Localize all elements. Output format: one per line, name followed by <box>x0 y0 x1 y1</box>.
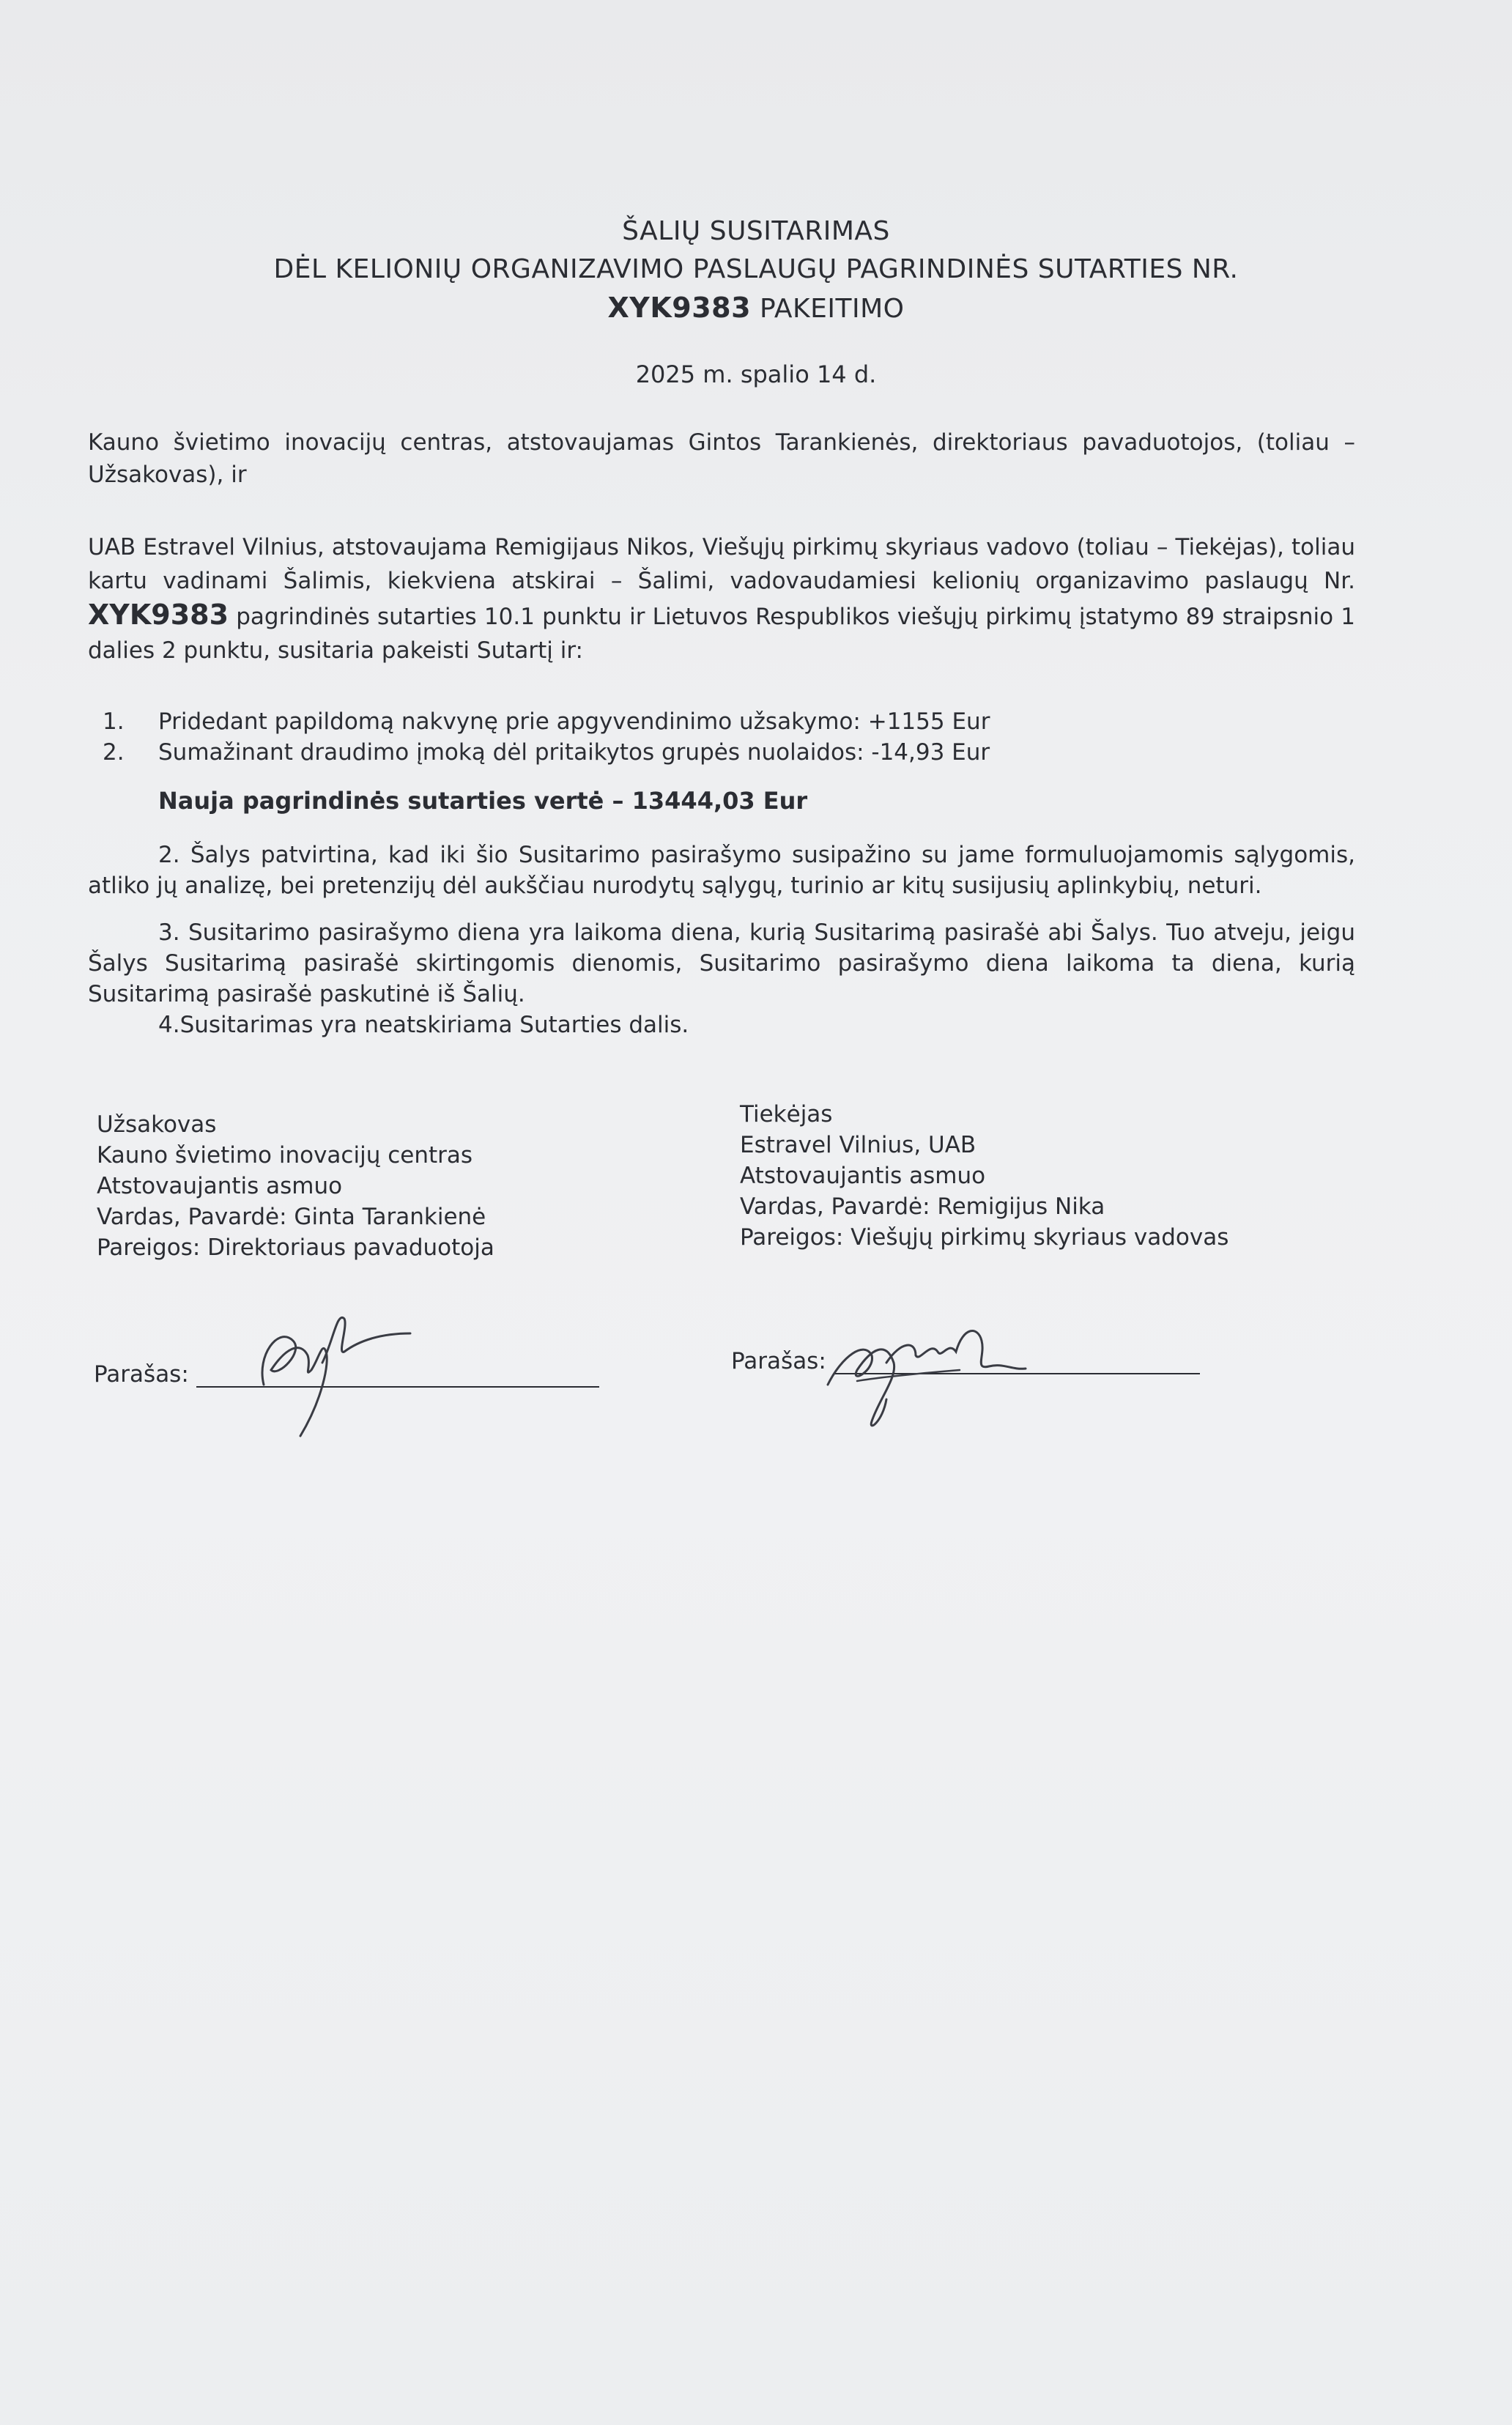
customer-signature-label: Parašas: <box>94 1361 189 1388</box>
contract-code: XYK9383 <box>607 292 752 324</box>
list-item <box>103 737 1275 768</box>
document-title <box>0 212 1512 328</box>
customer-name: Vardas, Pavardė: Ginta Tarankienė <box>97 1204 486 1230</box>
changes-list <box>103 706 1275 768</box>
supplier-signature-icon <box>813 1311 1033 1436</box>
intro-paragraph-1: Kauno švietimo inovacijų centras, atstovaujamas Gintos Tarankienės, direktoriaus pavaduotojos, (toliau – Užsakovas), ir <box>88 429 1355 488</box>
supplier-name: Vardas, Pavardė: Remigijus Nika <box>740 1193 1105 1220</box>
clause-2: 2. Šalys patvirtina, kad iki šio Susitarimo pasirašymo susipažino su jame formuluojamomis sąlygomis, atliko jų analizę, bei pretenzijų dėl aukščiau nurodytų sąlygų, turinio ar kitų susijusių aplinkybių, neturi. <box>88 842 1355 899</box>
list-item <box>103 706 1275 737</box>
title-line-3-rest: PAKEITIMO <box>751 294 905 324</box>
intro-paragraph-2-a: UAB Estravel Vilnius, atstovaujama Remigijaus Nikos, Viešųjų pirkimų skyriaus vadovo (toliau – Tiekėjas), toliau kartu vadinami Šalimis, kiekviena atskirai – Šalimi, vadovaudamiesi kelionių organizavimo paslaugų Nr. <box>88 534 1355 594</box>
clause-4: 4.Susitarimas yra neatskiriama Sutarties dalis. <box>158 1012 689 1038</box>
list-item-text: Sumažinant draudimo įmoką dėl pritaikytos grupės nuolaidos: -14,93 Eur <box>158 739 990 766</box>
intro-paragraph-2-b: pagrindinės sutarties 10.1 punktu ir Lietuvos Respublikos viešųjų pirkimų įstatymo 89 straipsnio 1 dalies 2 punktu, susitaria pakeisti Sutartį ir: <box>88 604 1355 664</box>
customer-block <box>97 1109 494 1263</box>
clause-3: 3. Susitarimo pasirašymo diena yra laikoma diena, kurią Susitarimą pasirašė abi Šalys. Tuo atveju, jeigu Šalys Susitarimą pasirašė skirtingomis dienomis, Susitarimo pasirašymo diena laikoma ta diena, kurią Susitarimą pasirašė paskutinė iš Šalių. <box>88 919 1355 1007</box>
intro-contract-code: XYK9383 <box>88 599 229 631</box>
supplier-position: Pareigos: Viešųjų pirkimų skyriaus vadovas <box>740 1224 1229 1251</box>
supplier-block <box>740 1099 1228 1253</box>
list-item-number: 2. <box>103 739 125 766</box>
supplier-rep: Atstovaujantis asmuo <box>740 1163 986 1189</box>
intro-paragraph-2 <box>88 530 1355 667</box>
customer-role: Užsakovas <box>97 1111 217 1138</box>
customer-rep: Atstovaujantis asmuo <box>97 1173 343 1199</box>
document-date: 2025 m. spalio 14 d. <box>635 360 877 388</box>
customer-org: Kauno švietimo inovacijų centras <box>97 1142 473 1169</box>
title-line-3 <box>0 289 1512 328</box>
supplier-signature-label: Parašas: <box>731 1348 826 1374</box>
customer-position: Pareigos: Direktoriaus pavaduotoja <box>97 1234 494 1261</box>
title-line-1: ŠALIŲ SUSITARIMAS <box>622 216 890 246</box>
supplier-role: Tiekėjas <box>740 1101 833 1128</box>
title-line-2: DĖL KELIONIŲ ORGANIZAVIMO PASLAUGŲ PAGRINDINĖS SUTARTIES NR. <box>273 254 1239 284</box>
supplier-org: Estravel Vilnius, UAB <box>740 1132 976 1158</box>
new-contract-value: Nauja pagrindinės sutarties vertė – 13444,03 Eur <box>158 787 808 815</box>
list-item-text: Pridedant papildomą nakvynę prie apgyvendinimo užsakymo: +1155 Eur <box>158 708 990 735</box>
list-item-number: 1. <box>103 708 125 735</box>
customer-signature-icon <box>234 1297 425 1443</box>
